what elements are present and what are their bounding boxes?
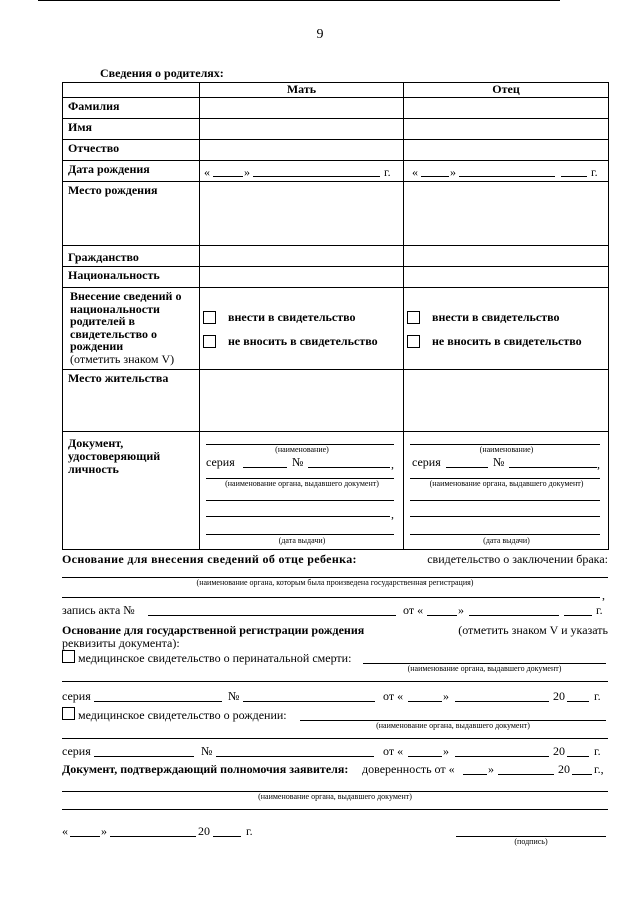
year-prefix: 20	[553, 689, 565, 703]
series-line	[243, 467, 287, 468]
year-suffix: г.	[594, 689, 601, 703]
father-patronymic-field[interactable]	[404, 140, 609, 161]
row-label-nationality: Национальность	[63, 267, 200, 288]
comma: ,	[391, 457, 394, 471]
issuer-line-3	[206, 516, 390, 517]
series-label: серия	[412, 455, 441, 469]
series-line[interactable]	[94, 756, 194, 757]
father-include-option[interactable]	[407, 310, 608, 325]
father-nationality-field[interactable]	[404, 267, 609, 288]
inclusion-line-4: свидетельство о	[70, 326, 158, 341]
date-close: »	[488, 762, 494, 776]
footer-day-line[interactable]	[70, 836, 100, 837]
record-day-line[interactable]	[427, 615, 457, 616]
number-line	[308, 467, 390, 468]
number-sign: №	[228, 689, 240, 703]
year-suffix: г.	[384, 165, 391, 179]
year-line[interactable]	[567, 701, 589, 702]
series-line	[446, 467, 488, 468]
basis-birth-label: Основание для государственной регистрации рождения	[62, 623, 365, 637]
series-label: серия	[206, 455, 235, 469]
row-label-name: Имя	[63, 119, 200, 140]
mother-residence-field[interactable]	[200, 370, 404, 432]
basis-birth-instruction: (отметить знаком V и указать	[458, 623, 608, 637]
year-line[interactable]	[567, 756, 589, 757]
issue-date-line	[410, 534, 600, 535]
page-number: 9	[316, 27, 324, 42]
parents-table	[62, 82, 609, 550]
exclude-label: не вносить в свидетельство	[432, 334, 582, 348]
mother-name-field[interactable]	[200, 119, 404, 140]
checkbox[interactable]	[203, 311, 216, 324]
father-citizenship-field[interactable]	[404, 246, 609, 267]
issue-date-caption: (дата выдачи)	[278, 536, 326, 545]
date-close-quote: »	[244, 165, 250, 179]
number-line	[509, 467, 597, 468]
footer-month-line[interactable]	[110, 836, 196, 837]
footer-year-line[interactable]	[213, 836, 241, 837]
section-title: Сведения о родителях:	[100, 66, 224, 80]
registration-org-caption: (наименование органа, которым была произведена государственная регистрация)	[196, 578, 474, 587]
series-label: серия	[62, 744, 91, 758]
birth-cert-issuer-line-2[interactable]	[62, 738, 608, 739]
day-line[interactable]	[463, 774, 487, 775]
month-line[interactable]	[455, 701, 549, 702]
number-line[interactable]	[243, 701, 375, 702]
issuer-line-3	[410, 516, 600, 517]
series-line[interactable]	[94, 701, 222, 702]
day-line[interactable]	[408, 756, 442, 757]
checkbox[interactable]	[203, 335, 216, 348]
year-line	[561, 176, 587, 177]
header-mother: Мать	[200, 83, 404, 98]
perinatal-issuer-caption: (наименование органа, выдавшего документ)	[407, 664, 562, 673]
day-line	[421, 176, 449, 177]
include-label: внести в свидетельство	[432, 310, 560, 324]
mother-exclude-option[interactable]	[203, 334, 403, 349]
inclusion-line-2: национальности	[70, 301, 160, 316]
header-father: Отец	[404, 83, 609, 98]
mother-nationality-field[interactable]	[200, 267, 404, 288]
father-exclude-option[interactable]	[407, 334, 608, 349]
perinatal-label: медицинское свидетельство о перинатальной смерти:	[78, 651, 352, 665]
issue-date-caption: (дата выдачи)	[483, 536, 530, 545]
footer-year-prefix: 20	[198, 824, 210, 838]
date-close: »	[443, 744, 449, 758]
footer-year-suffix: г.	[246, 824, 253, 838]
year-prefix: 20	[553, 744, 565, 758]
inclusion-line-1: Внесение сведений о	[70, 289, 182, 303]
doc-name-caption: (наименование)	[479, 445, 534, 454]
inclusion-line-5: рождении	[70, 339, 124, 353]
record-close: »	[458, 603, 464, 617]
series-label: серия	[62, 689, 91, 703]
registration-org-line-2[interactable]	[62, 597, 600, 598]
mother-citizenship-field[interactable]	[200, 246, 404, 267]
month-line	[459, 176, 555, 177]
basis-father-label: Основание для внесения сведений об отце ребенка:	[62, 552, 357, 566]
father-surname-field[interactable]	[404, 98, 609, 119]
row-label-id-document	[63, 432, 200, 550]
header-empty	[63, 83, 200, 98]
id-doc-line-3: личность	[68, 462, 119, 476]
father-birth-place-field[interactable]	[404, 182, 609, 246]
checkbox[interactable]	[407, 311, 420, 324]
inclusion-note: (отметить знаком V)	[70, 351, 175, 366]
birth-cert-label: медицинское свидетельство о рождении:	[78, 708, 287, 722]
mother-patronymic-field[interactable]	[200, 140, 404, 161]
applicant-issuer-caption: (наименование органа, выдавшего документ)	[258, 792, 412, 801]
basis-father-value: свидетельство о заключении брака:	[427, 552, 608, 566]
record-label: запись акта №	[62, 603, 135, 617]
mother-birth-place-field[interactable]	[200, 182, 404, 246]
date-from: от «	[383, 744, 404, 758]
row-label-patronymic: Отчество	[63, 140, 200, 161]
id-doc-line-2: удостоверяющий	[68, 449, 161, 463]
basis-father-line	[62, 552, 608, 567]
perinatal-issuer-line-2[interactable]	[62, 681, 608, 682]
basis-birth-instruction-2: реквизиты документа):	[62, 636, 180, 650]
month-line[interactable]	[498, 774, 554, 775]
mother-birth-date-field[interactable]	[200, 161, 404, 182]
month-year-line	[253, 176, 380, 177]
comma: ,	[597, 457, 600, 471]
year-line[interactable]	[572, 774, 592, 775]
record-from: от «	[403, 603, 424, 617]
year-prefix: 20	[558, 762, 570, 776]
date-open-quote: «	[412, 165, 418, 179]
date-open-quote: «	[204, 165, 210, 179]
mother-inclusion-options	[200, 288, 404, 370]
include-label: внести в свидетельство	[228, 310, 356, 324]
day-line	[213, 176, 243, 177]
date-from: от «	[383, 689, 404, 703]
row-label-residence: Место жительства	[63, 370, 200, 432]
row-label-inclusion	[63, 288, 200, 370]
year-suffix: г.	[594, 744, 601, 758]
father-residence-field[interactable]	[404, 370, 609, 432]
issuer-line-2	[206, 500, 394, 501]
signature-caption: (подпись)	[514, 837, 548, 846]
perinatal-checkbox[interactable]	[62, 650, 75, 663]
applicant-label: Документ, подтверждающий полномочия заявителя:	[62, 762, 349, 776]
day-line[interactable]	[408, 701, 442, 702]
record-year-suffix: г.	[596, 603, 603, 617]
father-birth-date-field[interactable]	[404, 161, 609, 182]
issuer-line-2	[410, 500, 600, 501]
issuer-caption: (наименование органа, выдавшего документ)	[225, 479, 379, 488]
number-sign: №	[493, 455, 505, 469]
date-close: »	[443, 689, 449, 703]
record-year-line[interactable]	[564, 615, 592, 616]
row-label-citizenship: Гражданство	[63, 246, 200, 267]
father-name-field[interactable]	[404, 119, 609, 140]
comma: ,	[602, 588, 605, 602]
footer-close: »	[101, 824, 107, 838]
row-label-surname: Фамилия	[63, 98, 200, 119]
record-number-line[interactable]	[148, 615, 396, 616]
issue-date-line	[206, 534, 394, 535]
top-rule	[38, 0, 560, 1]
birth-cert-issuer-caption: (наименование органа, выдавшего документ)	[376, 721, 530, 730]
checkbox[interactable]	[407, 335, 420, 348]
mother-surname-field[interactable]	[200, 98, 404, 119]
date-close-quote: »	[450, 165, 456, 179]
number-line[interactable]	[216, 756, 374, 757]
mother-id-document-field[interactable]	[200, 432, 404, 550]
doc-name-caption: (наименование)	[275, 445, 329, 454]
row-label-birth-date: Дата рождения	[63, 161, 200, 182]
applicant-issuer-line-2[interactable]	[62, 809, 608, 810]
mother-include-option[interactable]	[203, 310, 403, 325]
year-suffix: г.,	[594, 762, 604, 776]
applicant-value: доверенность от «	[362, 762, 455, 776]
inclusion-line-3: родителей в	[70, 314, 135, 328]
issuer-caption: (наименование органа, выдавшего документ)	[429, 479, 584, 488]
id-doc-line-1: Документ,	[68, 436, 124, 450]
number-sign: №	[201, 744, 213, 758]
footer-open: «	[62, 824, 68, 838]
row-label-birth-place: Место рождения	[63, 182, 200, 246]
birth-cert-checkbox[interactable]	[62, 707, 75, 720]
month-line[interactable]	[455, 756, 549, 757]
number-sign: №	[292, 455, 304, 469]
father-id-document-field[interactable]	[404, 432, 609, 550]
father-inclusion-options	[404, 288, 609, 370]
year-suffix: г.	[591, 165, 598, 179]
comma: ,	[391, 507, 394, 521]
exclude-label: не вносить в свидетельство	[228, 334, 378, 348]
record-month-line[interactable]	[469, 615, 559, 616]
